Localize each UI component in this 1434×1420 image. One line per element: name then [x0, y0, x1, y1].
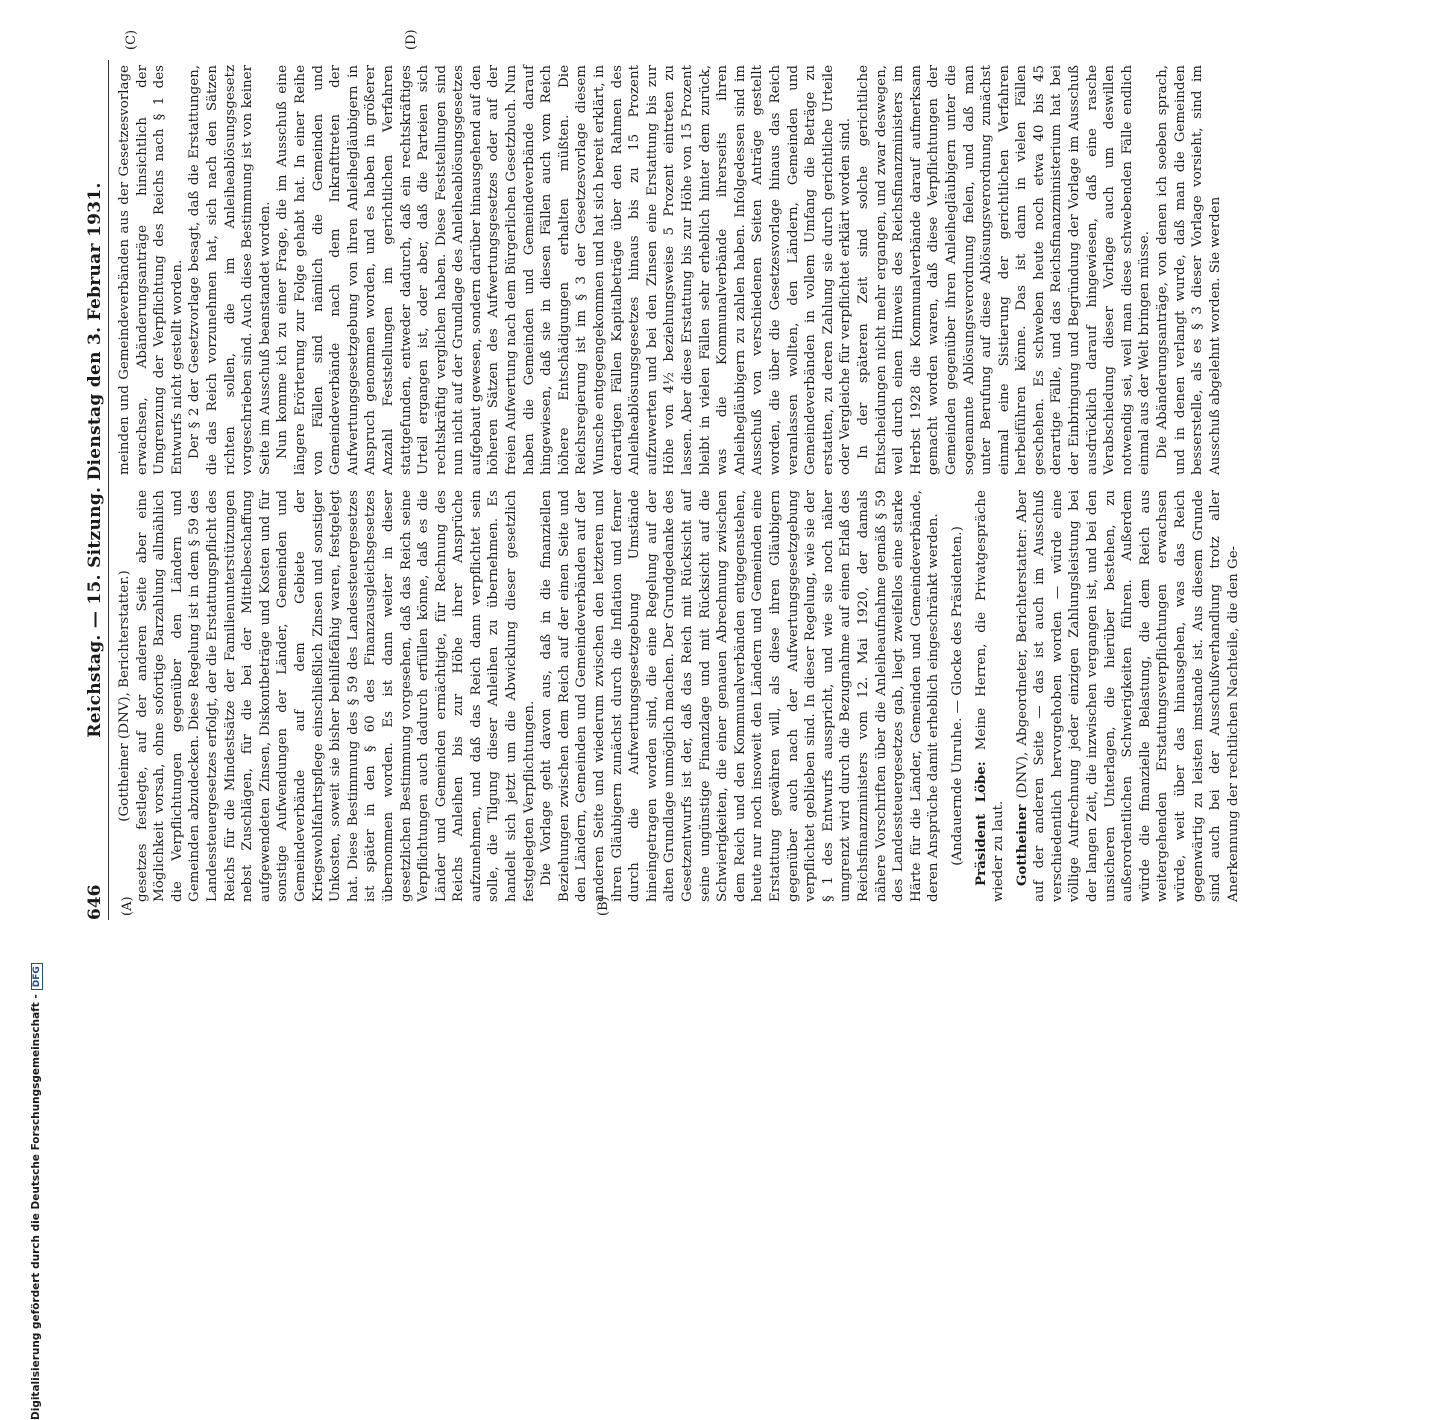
speaker-role: (DNV), Abgeordneter, Berichterstatter:	[1014, 528, 1030, 799]
dfg-logo: DFG	[31, 963, 43, 990]
margin-marker-d: (D)	[404, 29, 419, 50]
speech-paragraph	[1014, 490, 1243, 902]
paragraph: Nun komme ich zu einer Frage, die im Ausschuß eine längere Erörterung zur Folge gehabt hat. In einer Reihe von Fällen sind nämlich die Gemeinden und Gemeindeverbände nach dem Inkrafttreten der Aufwertungsgesetzgebung von ihren Anleihegläubigern in Anspruch genommen worden, und es haben in größerer Anzahl Feststellungen im gerichtlichen Verfahren stattgefunden, entweder dadurch, daß ein rechtskräftiges Urteil ergangen ist, oder aber, daß die Parteien sich rechtskräftig verglichen haben. Diese Feststellungen sind nun nicht auf der Grundlage des Anleiheablösungsgesetzes aufgebaut gewesen, sondern darüber hinausgehend auf den höheren Sätzen des Aufwertungsgesetzes oder auf der freien Aufwertung nach dem Bürgerlichen Gesetzbuch. Nun haben die Gemeinden und Gemeindeverbände darauf hingewiesen, daß sie in diesen Fällen auch vom Reich höhere Entschädigungen erhalten müßten. Die Reichsregierung ist im § 3 der Gesetzesvorlage diesem Wunsche entgegengekommen und hat sich bereit erklärt, in derartigen Fällen Kapitalbeträge über den Rahmen des Anleiheablösungsgesetzes hinaus bis zu 15 Prozent aufzuwerten und bei den Zinsen eine Erstattung bis zur Höhe von 4½ beziehungsweise 5 Prozent eintreten zu lassen. Aber diese Erstattung bis zur Höhe von 15 Prozent bleibt in vielen Fällen sehr erheblich hinter dem zurück, was die Kommunalverbände ihrerseits ihren Anleihegläubigern zu zahlen haben. Infolgedessen sind im Ausschuß von verschiedenen Seiten Anträge gestellt worden, die über die Gesetzesvorlage hinaus das Reich veranlassen wollten, den Ländern, Gemeinden und Gemeindeverbänden in vollem Umfang die Beträge zu erstatten, zu deren Zahlung sie durch gerichtliche Urteile oder Vergleiche für verpflichtet erklärt worden sind.	[275, 65, 854, 475]
remark-text: Meine Herren, die Privatgespräche wieder zu laut.	[973, 490, 1007, 902]
margin-marker-b: (B)	[596, 896, 611, 916]
speaker-name: Präsident Löbe:	[972, 761, 989, 886]
page-title: Reichstag. — 15. Sitzung. Dienstag den 3. Februar 1931.	[85, 182, 105, 738]
margin-marker-a: (A)	[120, 896, 135, 916]
paragraph: Der § 2 der Gesetzvorlage besagt, daß die Erstattungen, die das Reich vorzunehmen hat, sich nach den Sätzen richten sollen, die im Anleiheablösungsgesetz vorgeschrieben sind. Auch diese Bestimmung ist von keiner Seite im Ausschuß beanstandet worden.	[187, 65, 273, 475]
header-rule	[108, 60, 109, 920]
paragraph: meinden und Gemeindeverbänden aus der Gesetzesvorlage erwachsen, Abänderungsanträge hinsichtlich der Umgrenzung der Verpflichtung des Reichs nach § 1 des Entwurfs nicht gestellt worden.	[117, 65, 185, 475]
interjection: (Andauernde Unruhe. — Glocke des Präsidenten.)	[949, 526, 965, 866]
paragraph: Die Abänderungsanträge, von denen ich soeben sprach, und in denen verlangt wurde, daß man die Gemeinden besserstelle, als es § 3 dieser Vorlage vorsieht, sind im Ausschuß abgelehnt worden. Sie werden	[1155, 65, 1223, 475]
page-number: 646	[85, 884, 105, 920]
page-header	[84, 60, 106, 920]
paragraph: In der späteren Zeit sind solche gerichtliche Entscheidungen nicht mehr ergangen, und zwar deswegen, weil durch einen Hinweis des Reichsfinanzministers im Herbst 1928 die Kommunalverbände darauf aufmerksam gemacht worden waren, daß diese Verpflichtungen der Gemeinden gegenüber ihren Anleihegläubigern unter die sogenannte Ablösungsverordnung fielen, und daß man unter Berufung auf diese Ablösungsverordnung zunächst einmal eine Sistierung der gerichtlichen Verfahren herbeiführen könne. Das ist dann in vielen Fällen geschehen. Es schweben heute noch etwa 40 bis 45 derartige Fälle, und das Reichsfinanzministerium hat bei der Einbringung und Begründung der Vorlage im Ausschuß ausdrücklich darauf hingewiesen, daß eine rasche Verabschiedung dieser Vorlage auch um deswillen notwendig sei, weil man diese schwebenden Fälle endlich einmal aus der Welt bringen müsse.	[855, 65, 1153, 475]
margin-marker-c: (C)	[124, 29, 139, 50]
speaker-continuation: (Gottheiner (DNV), Berichterstatter.)	[117, 570, 132, 822]
president-remark	[973, 490, 1008, 902]
paragraph: gesetzes festlegte, auf der anderen Seite aber eine Möglichkeit vorsah, ohne sofortige Barzahlung allmählich die Verpflichtungen gegenüber den Ländern und Gemeinden abzudecken. Diese Regelung ist in dem § 59 des Landessteuergesetzes erfolgt, der die Erstattungspflicht des Reichs für die Mindestsätze der Familienunterstützungen nebst Zuschlägen, für die bei der Mittelbeschaffung aufgewendeten Zinsen, Diskontbeträge und Kosten und für sonstige Aufwendungen der Länder, Gemeinden und Gemeindeverbände auf dem Gebiete der Kriegswohlfahrtspflege einschließlich Zinsen und sonstiger Unkosten, soweit sie bisher beihilfefähig waren, festgelegt hat. Diese Bestimmung des § 59 des Landessteuergesetzes ist später in den § 60 des Finanzausgleichsgesetzes übernommen worden. Es ist dann weiter in dieser gesetzlichen Bestimmung vorgesehen, daß das Reich seine Verpflichtungen auch dadurch erfüllen könne, daß es die Länder und Gemeinden ermächtigte, für Rechnung des Reichs Anleihen bis zur Höhe ihrer Ansprüche aufzunehmen, und daß das Reich dann verpflichtet sein solle, die Tilgung dieser Anleihen zu übernehmen. Es handelt sich jetzt um die Abwicklung dieser gesetzlich festgelegten Verpflichtungen.	[134, 490, 537, 902]
text-column-left	[116, 490, 1242, 902]
credit-text: Digitalisierung gefördert durch die Deutsche Forschungsgemeinschaft -	[30, 994, 42, 1420]
paragraph: Die Vorlage geht davon aus, daß in die finanziellen Beziehungen zwischen dem Reich auf der einen Seite und den Ländern, Gemeinden und Gemeindeverbänden auf der anderen Seite und wiederum zwischen den letzteren und ihren Gläubigern zunächst durch die Inflation und ferner durch die Aufwertungsgesetzgebung Umstände hineingetragen worden sind, die eine Regelung auf der alten Grundlage unmöglich machen. Der Grundgedanke des Gesetzentwurfs ist der, daß das Reich mit Rücksicht auf seine ungünstige Finanzlage und mit Rücksicht auf die Schwierigkeiten, die einer genauen Abrechnung zwischen dem Reich und den Kommunalverbänden entgegenstehen, heute nur noch insoweit den Ländern und Gemeinden eine Erstattung gewähren will, als diese ihren Gläubigern gegenüber auch nach der Aufwertungsgesetzgebung verpflichtet geblieben sind. In dieser Regelung, wie sie der § 1 des Entwurfs ausspricht, und wie sie noch näher umgrenzt wird durch die Bezugnahme auf einen Erlaß des Reichsfinanzministers vom 12. Mai 1920, der damals nähere Vorschriften über die Anleiheaufnahme gemäß § 59 des Landessteuergesetzes gab, liegt zweifellos eine starke Härte für die Länder, Gemeinden und Gemeindeverbände, deren Ansprüche damit erheblich eingeschränkt werden.	[539, 490, 942, 902]
text-column-right	[116, 65, 1224, 475]
digitization-credit	[30, 40, 43, 1420]
speaker-name: Gottheiner	[1013, 804, 1030, 886]
speech-text: Aber auf der anderen Seite — das ist auch im Ausschuß verschiedentlich hervorgehoben worden — würde eine völlige Aufrechnung jeder einzigen Zahlungsleistung bei der langen Zeit, die inzwischen vergangen ist, und bei den unsicheren Unterlagen, die hierüber bestehen, zu außerordentlichen Schwierigkeiten führen. Außerdem würde die finanzielle Belastung, die dem Reich aus weitergehenden Erstattungsverpflichtungen erwachsen würde, weit über das hinausgehen, was das Reich gegenwärtig zu leisten imstande ist. Aus diesem Grunde sind auch bei der Ausschußverhandlung trotz aller Anerkennung der rechtlichen Nachteile, die den Ge-	[1014, 490, 1241, 902]
